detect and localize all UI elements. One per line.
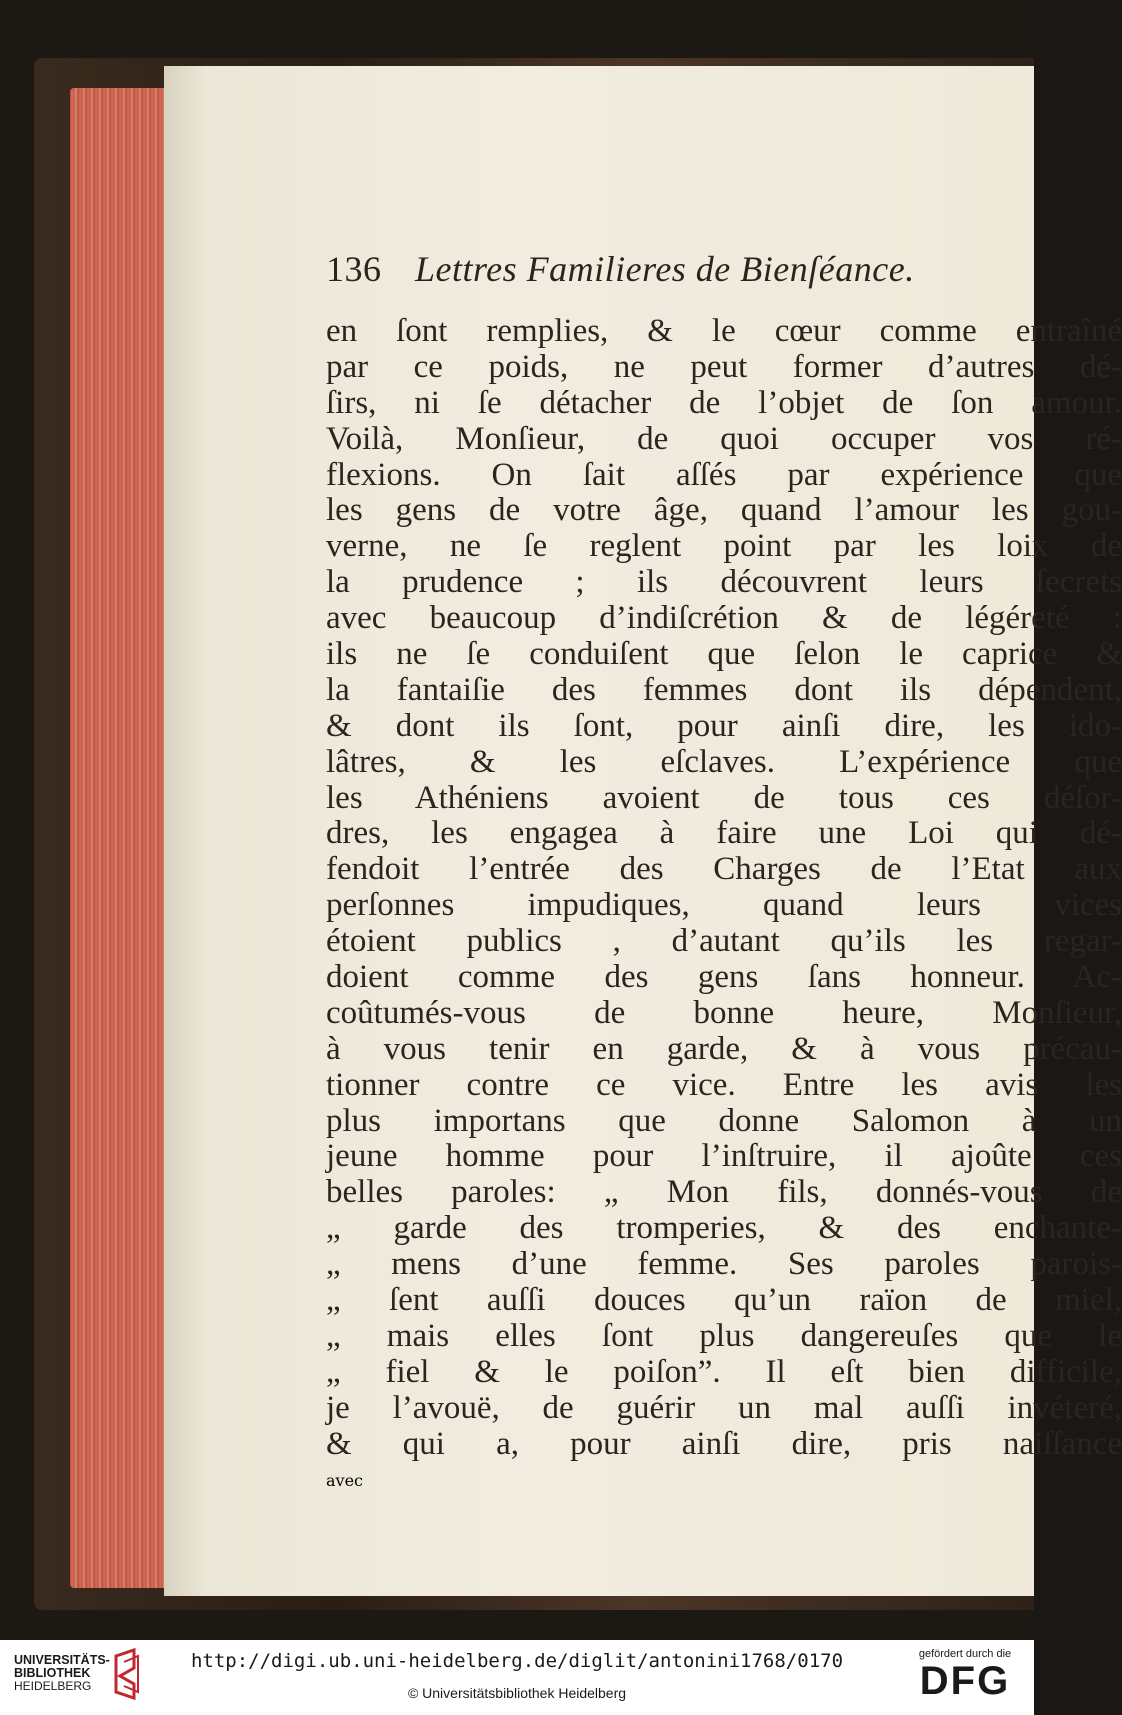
page-number: 136 [326,249,382,289]
catchword: avec [326,1470,364,1490]
text-line: coûtumés-vous de bonne heure, Monſieur, [326,994,1122,1031]
book-page [164,66,1122,1596]
text-line: fendoit l’entrée des Charges de l’Etat aux [326,851,1122,888]
text-line: la fantaiſie des femmes dont ils dépendent, [326,671,1122,708]
funding-note: gefördert durch die [918,1648,1012,1660]
text-line: verne, ne ſe reglent point par les loix de [326,528,1122,565]
text-line: les gens de votre âge, quand l’amour les gou- [326,492,1122,529]
text-line: je l’avouë, de guérir un mal auſſi invéteré, [326,1389,1122,1426]
text-line: „ mens d’une femme. Ses paroles parois- [326,1246,1122,1283]
text-line: ſirs, ni ſe détacher de l’objet de ſon amour. [326,384,1122,421]
text-line: „ garde des tromperies, & des enchante- [326,1210,1122,1247]
text-line: ils ne ſe conduiſent que ſelon le caprice & [326,636,1122,673]
dfg-wordmark: DFG [919,1659,1011,1703]
text-line: étoient publics , d’autant qu’ils les regar- [326,923,1122,960]
copyright-notice: © Universitätsbibliothek Heidelberg [407,1685,627,1701]
text-line: flexions. On ſait aſſés par expérience que [326,456,1122,493]
text-line: lâtres, & les eſclaves. L’expérience que [326,743,1122,780]
text-line: avec beaucoup d’indiſcrétion & de légéreté : [326,600,1122,637]
text-line: en ſont remplies, & le cœur comme entraîné [326,313,1122,349]
text-line: belles paroles: „ Mon fils, donnés-vous de [326,1174,1122,1211]
permalink-url[interactable]: http://digi.ub.uni-heidelberg.de/diglit/antonini1768/0170 [190,1650,844,1672]
page-edges [70,88,170,1588]
text-line: & qui a, pour ainſi dire, pris naiſſance [326,1425,1122,1462]
page-content [326,248,1122,1498]
running-head [326,248,1122,302]
text-line: par ce poids, ne peut former d’autres dé- [326,348,1122,385]
text-line: à vous tenir en garde, & à vous précau- [326,1030,1122,1067]
text-line: „ mais elles ſont plus dangereuſes que le [326,1317,1122,1354]
library-name-line-2: BIBLIOTHEK [14,1666,91,1680]
text-line: plus importans que donne Salomon à un [326,1102,1122,1139]
text-line: & dont ils ſont, pour ainſi dire, les ido- [326,707,1122,744]
text-line: jeune homme pour l’inſtruire, il ajoûte ces [326,1138,1122,1175]
text-line: tionner contre ce vice. Entre les avis les [326,1066,1122,1103]
library-name-line-1: UNIVERSITÄTS- [14,1653,110,1667]
text-line: „ fiel & le poiſon”. Il eſt bien difficile, [326,1353,1122,1390]
text-line: „ ſent auſſi douces qu’un raïon de miel, [326,1282,1122,1319]
text-line: perſonnes impudiques, quand leurs vices [326,887,1122,924]
dfg-logo[interactable] [910,1648,1020,1702]
text-line: la prudence ; ils découvrent leurs ſecrets [326,564,1122,601]
text-line: Voilà, Monſieur, de quoi occuper vos ré- [326,420,1122,457]
text-line: les Athéniens avoient de tous ces déſor- [326,779,1122,816]
body-text [326,314,1122,1463]
text-line: dres, les engagea à faire une Loi qui dé- [326,815,1122,852]
library-name-line-3: HEIDELBERG [14,1679,92,1693]
footer [0,1640,1034,1715]
running-title: Lettres Familieres de Bienſéance. [415,249,915,289]
text-line: doient comme des gens ſans honneur. Ac- [326,959,1122,996]
